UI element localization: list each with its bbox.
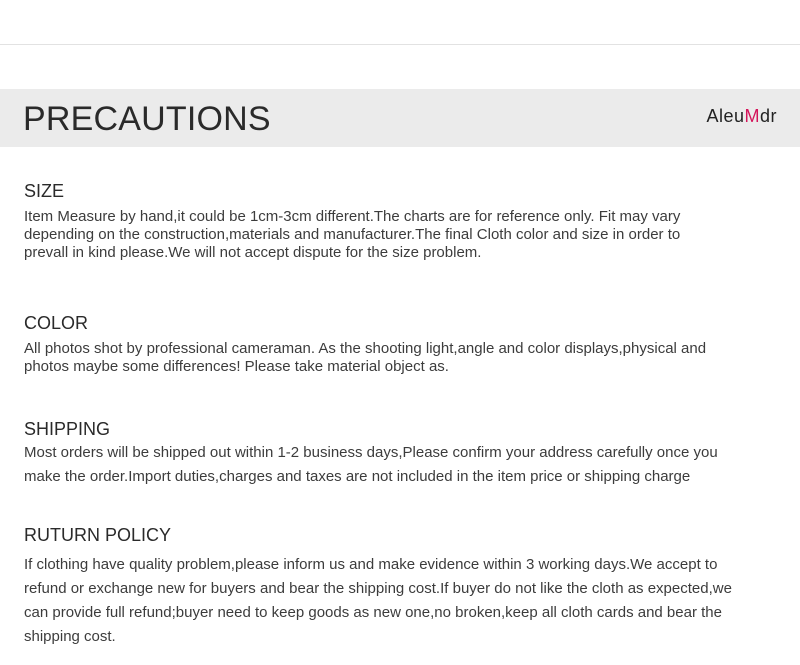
body-line: prevall in kind please.We will not accept dispute for the size problem. xyxy=(24,244,482,261)
section-heading: SHIPPING xyxy=(24,419,111,439)
shipping-section xyxy=(24,419,792,489)
brand-prefix: Aleu xyxy=(706,106,745,126)
brand-logo xyxy=(706,106,777,127)
section-body xyxy=(24,340,792,376)
page-title: PRECAUTIONS xyxy=(23,100,271,138)
body-line: photos maybe some differences! Please take material object as. xyxy=(24,358,449,375)
body-line: Item Measure by hand,it could be 1cm-3cm different.The charts are for reference only. Fit may vary xyxy=(24,208,681,225)
section-heading: SIZE xyxy=(24,181,65,201)
section-heading: COLOR xyxy=(24,313,89,333)
body-line: refund or exchange new for buyers and bear the shipping cost.If buyer do not like the cloth as expected,we xyxy=(24,580,732,597)
body-line: If clothing have quality problem,please inform us and make evidence within 3 working days.We accept to xyxy=(24,556,718,573)
body-line: can provide full refund;buyer need to keep goods as new one,no broken,keep all cloth cards and bear the xyxy=(24,604,722,621)
color-section xyxy=(24,313,792,376)
size-section xyxy=(24,181,792,262)
precautions-banner xyxy=(0,89,800,147)
section-body xyxy=(24,208,792,262)
top-divider xyxy=(0,44,800,45)
brand-accent: M xyxy=(744,106,760,126)
body-line: shipping cost. xyxy=(24,628,116,645)
brand-suffix: dr xyxy=(759,106,777,126)
section-body xyxy=(24,553,792,649)
body-line: depending on the construction,materials and manufacturer.The final Cloth color and size in order to xyxy=(24,226,681,243)
body-line: Most orders will be shipped out within 1-2 business days,Please confirm your address carefully once you xyxy=(24,444,718,461)
section-heading: RUTURN POLICY xyxy=(24,525,172,545)
body-line: make the order.Import duties,charges and taxes are not included in the item price or shipping charge xyxy=(24,468,691,485)
section-body xyxy=(24,441,792,489)
return-policy-section xyxy=(24,525,792,649)
body-line: All photos shot by professional cameraman. As the shooting light,angle and color displays,physical and xyxy=(24,340,707,357)
